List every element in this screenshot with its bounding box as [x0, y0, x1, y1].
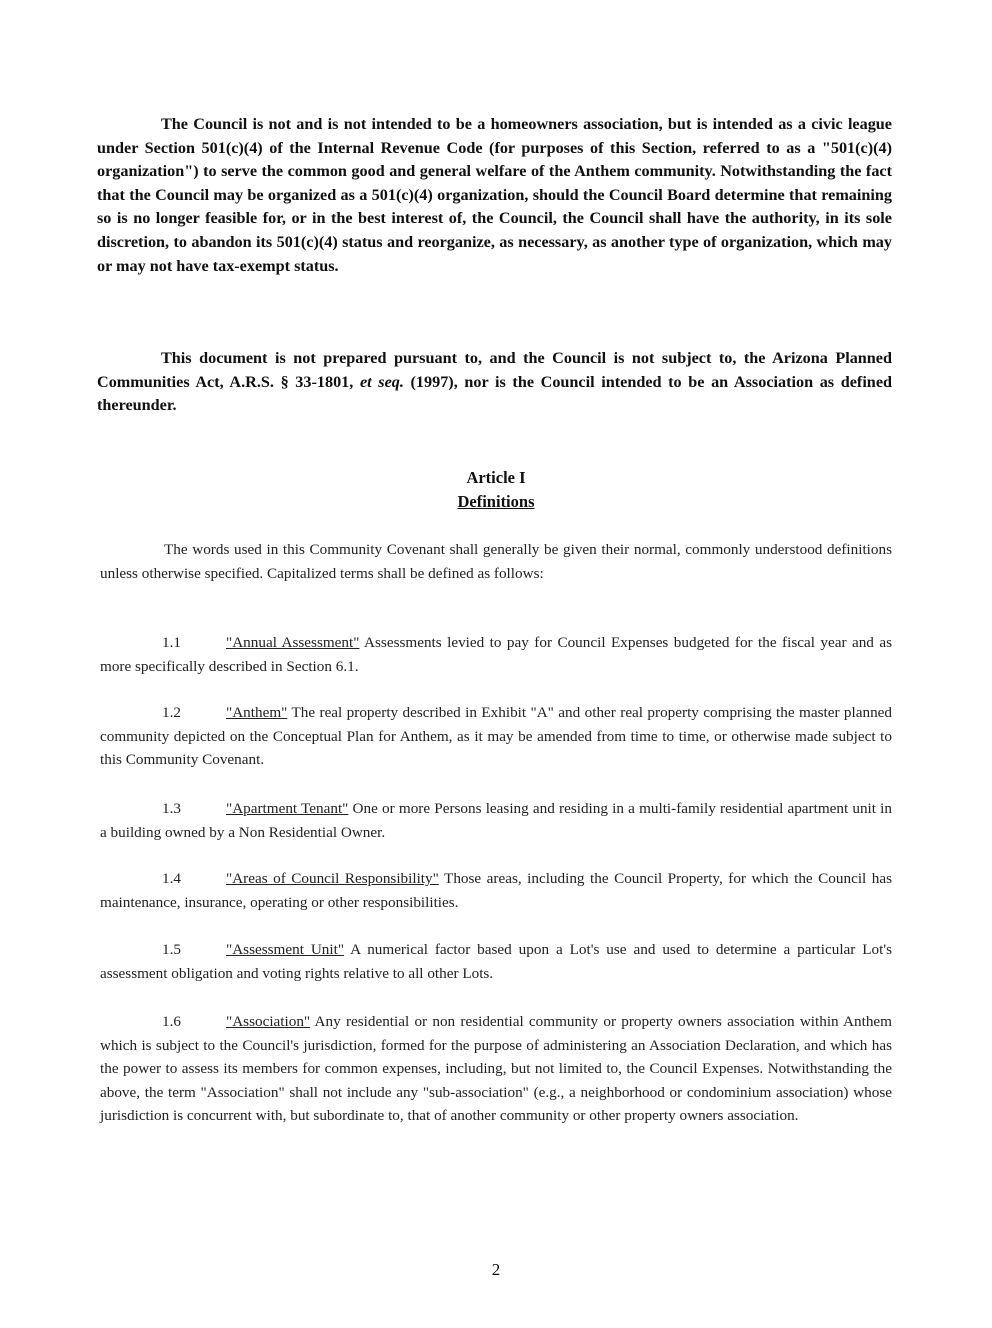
definition-item: 1.6 "Association" Any residential or non residential community or property owners association within Anthem which is subject to the Council's jurisdiction, formed for the purpose of administering an Association Declaration, and which has the power to assess its members for common expenses, including, but not limited to, the Council Expenses. Notwithstanding the above, the term "Association" shall not include any "sub-association" (e.g., a neighborhood or condominium association) whose jurisdiction is concurrent with, but subordinate to, that of another community or other property owners association. [100, 1013, 892, 1125]
definitions-intro: The words used in this Community Covenant shall generally be given their normal, commonly understood definitions unless otherwise specified. Capitalized terms shall be defined as follows: [100, 541, 892, 582]
definition-item: 1.5 "Assessment Unit" A numerical factor based upon a Lot's use and used to determine a particular Lot's assessment obligation and voting rights relative to all other Lots. [100, 941, 892, 982]
article-title: Article I [466, 468, 526, 487]
definition-item: 1.1 "Annual Assessment" Assessments levied to pay for Council Expenses budgeted for the fiscal year and as more specifically described in Section 6.1. [100, 634, 892, 675]
definition-term: "Association" [226, 1013, 311, 1030]
intro-paragraph-2: This document is not prepared pursuant to, and the Council is not subject to, the Arizona Planned Communities Act, A.R.S. § 33-1801, et seq. (1997), nor is the Council intended to be an Association as defined thereunder. [97, 349, 893, 415]
definition-term: "Assessment Unit" [226, 941, 345, 958]
definition-term: "Areas of Council Responsibility" [226, 870, 439, 887]
article-subtitle: Definitions [457, 492, 535, 511]
definition-item: 1.2 "Anthem" The real property described in Exhibit "A" and other real property comprising the master planned community depicted on the Conceptual Plan for Anthem, as it may be amended from time to time, or otherwise made subject to this Community Covenant. [100, 704, 892, 769]
page-number: 2 [491, 1260, 501, 1279]
definition-term: "Anthem" [226, 704, 288, 721]
intro-paragraph-1: The Council is not and is not intended to be a homeowners association, but is intended as a civic league under Section 501(c)(4) of the Internal Revenue Code (for purposes of this Section, referred to as a "501(c)(4) organization") to serve the common good and general welfare of the Anthem community. Notwithstanding the fact that the Council may be organized as a 501(c)(4) organization, should the Council Board determine that remaining so is no longer feasible for, or in the best interest of, the Council, the Council shall have the authority, in its sole discretion, to abandon its 501(c)(4) status and reorganize, as necessary, as another type of organization, which may or may not have tax-exempt status. [97, 115, 892, 275]
definition-item: 1.4 "Areas of Council Responsibility" Those areas, including the Council Property, for which the Council has maintenance, insurance, operating or other responsibilities. [100, 870, 892, 911]
definition-term: "Annual Assessment" [226, 634, 360, 651]
definition-term: "Apartment Tenant" [226, 800, 349, 817]
definition-item: 1.3 "Apartment Tenant" One or more Persons leasing and residing in a multi-family residential apartment unit in a building owned by a Non Residential Owner. [100, 800, 892, 841]
